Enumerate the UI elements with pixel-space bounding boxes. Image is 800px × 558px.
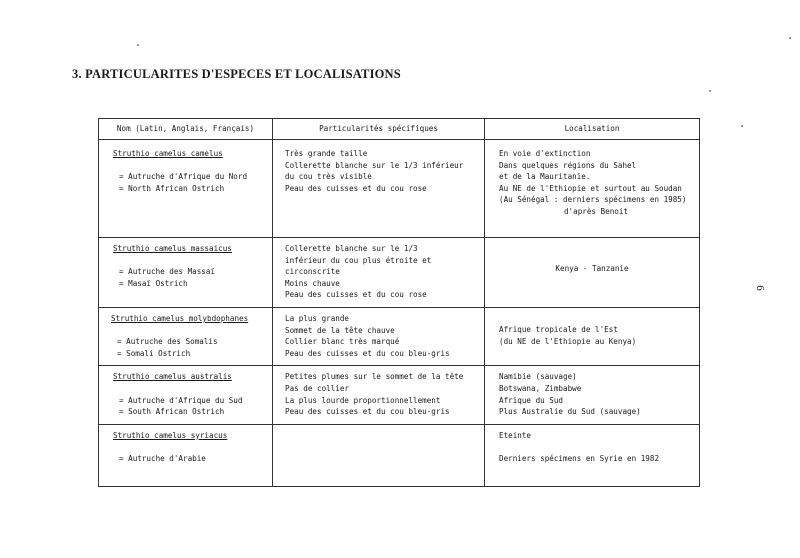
localisation-cell — [485, 308, 700, 366]
particularites-cell — [273, 366, 485, 424]
feature-line: du cou très visible — [285, 172, 372, 182]
table-header-row — [99, 119, 700, 140]
particularites-cell — [273, 308, 485, 366]
particularites-cell — [273, 140, 485, 238]
location-line: Derniers spécimens en Syrie en 1982 — [499, 453, 660, 463]
location-line: Afrique du Sud — [499, 395, 564, 405]
location-line: Eteinte — [499, 430, 532, 440]
feature-line: Peau des cuisses et du cou rose — [285, 183, 427, 193]
feature-line: Moins chauve — [285, 278, 340, 288]
feature-line: Collier blanc très marqué — [285, 337, 400, 347]
feature-line: Pas de collier — [285, 383, 350, 393]
name-cell — [99, 366, 273, 424]
feature-line: Peau des cuisses et du cou rose — [285, 290, 427, 300]
latin-name: Struthio camelus massaicus — [113, 244, 232, 253]
feature-line: Collerette blanche sur le 1/3 — [285, 244, 418, 253]
table-row — [99, 366, 700, 424]
table-row — [99, 424, 700, 486]
scan-speck — [789, 37, 791, 39]
common-name: = Somali Ostrich — [117, 348, 191, 358]
feature-line: circonscrite — [285, 267, 340, 277]
common-name: = South African Ostrich — [119, 407, 225, 417]
location-line: Plus Australie du Sud (sauvage) — [499, 407, 641, 417]
scan-speck — [741, 125, 743, 127]
feature-line: inférieur du cou plus étroite et — [285, 255, 432, 265]
section-heading: 3. PARTICULARITES D'ESPECES ET LOCALISATIONS — [72, 67, 401, 81]
common-name: = Masaï Ostrich — [119, 278, 188, 288]
location-line: Afrique tropicale de l'Est — [499, 325, 618, 334]
feature-line: La plus lourde proportionnellement — [285, 395, 441, 405]
table-row — [99, 238, 700, 308]
localisation-cell — [485, 140, 700, 238]
common-name: = Autruche d'Arabie — [119, 453, 206, 463]
feature-line: Collerette blanche sur le 1/3 inférieur — [285, 160, 464, 170]
species-table — [98, 118, 700, 487]
feature-line: Peau des cuisses et du cou bleu-gris — [285, 348, 450, 358]
feature-line: Petites plumes sur le sommet de la tête — [285, 372, 464, 382]
location-line: Dans quelques régions du Sahel — [499, 160, 637, 170]
location-line: (Au Sénégal : derniers spécimens en 1985) — [499, 195, 687, 205]
location-line: En voie d'extinction — [499, 149, 591, 158]
location-line: et de la Mauritanie. — [499, 172, 591, 182]
location-line: Au NE de l'Ethiopie et surtout au Soudan — [499, 183, 682, 193]
name-cell — [99, 140, 273, 238]
location-line: Namibie (sauvage) — [499, 372, 577, 382]
latin-name: Struthio camelus molybdophanes — [111, 314, 249, 323]
scan-speck — [137, 44, 139, 46]
location-line — [499, 441, 693, 453]
latin-name: Struthio camelus syriacus — [113, 430, 228, 440]
name-cell — [99, 308, 273, 366]
header-particularites: Particularités spécifiques — [273, 119, 485, 140]
location-line: Kenya - Tanzanie — [555, 263, 629, 273]
common-name: = Autruche d'Afrique du Sud — [119, 395, 243, 405]
common-name: = Autruche des Somalis — [117, 337, 218, 347]
feature-line: Sommet de la tête chauve — [285, 325, 395, 335]
scan-speck — [709, 90, 711, 92]
header-nom: Nom (Latin, Anglais, Français) — [99, 119, 273, 140]
common-name: = Autruche des Massaï — [119, 267, 216, 277]
localisation-cell — [485, 424, 700, 486]
feature-line: Peau des cuisses et du cou bleu-gris — [285, 407, 450, 417]
common-name: = North African Ostrich — [119, 183, 225, 193]
location-line: (du NE de l'Ethiopie au Kenya) — [499, 336, 637, 346]
localisation-cell — [485, 238, 700, 308]
feature-line: La plus grande — [285, 314, 350, 323]
name-cell — [99, 238, 273, 308]
location-line: d'après Benoit — [563, 206, 628, 216]
page-number: 6 — [753, 285, 766, 291]
latin-name: Struthio camelus australis — [113, 372, 232, 382]
particularites-cell — [273, 424, 485, 486]
particularites-cell — [273, 238, 485, 308]
location-line: Botswana, Zimbabwe — [499, 383, 582, 393]
common-name: = Autruche d'Afrique du Nord — [119, 172, 248, 182]
localisation-cell — [485, 366, 700, 424]
name-cell — [99, 424, 273, 486]
feature-line: Très grande taille — [285, 149, 368, 158]
table-row — [99, 140, 700, 238]
table-row — [99, 308, 700, 366]
header-localisation: Localisation — [485, 119, 700, 140]
latin-name: Struthio camelus camelus — [113, 149, 223, 158]
